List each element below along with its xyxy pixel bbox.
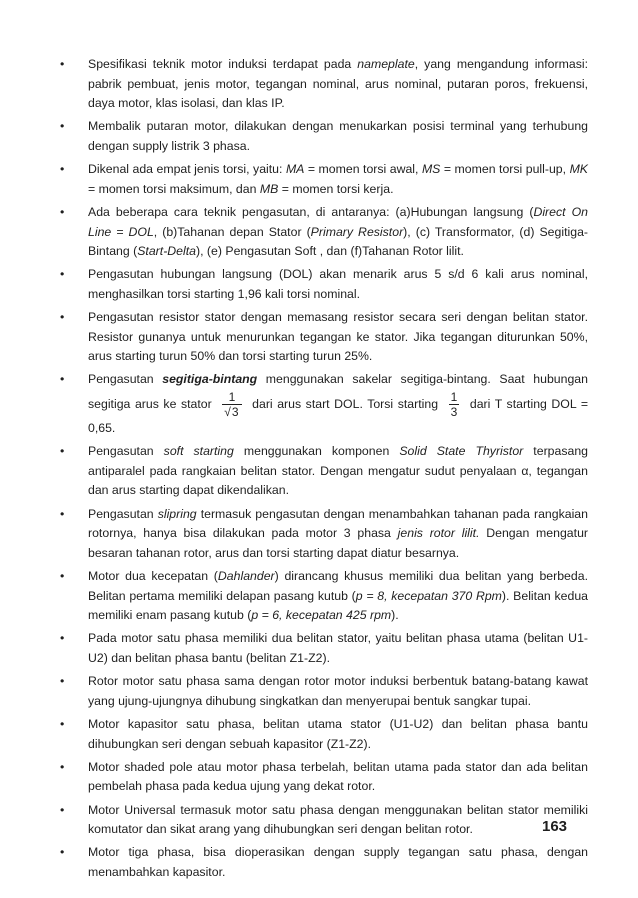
square-root-sign: √3: [224, 405, 239, 420]
fraction-numerator: 1: [450, 390, 458, 405]
text-run: = momen torsi kerja.: [278, 181, 394, 196]
text-run: Motor shaded pole atau motor phasa terbelah, belitan utama pada stator dan ada belitan pembelah phasa pada kedua ujung yang dekat rotor.: [88, 759, 588, 794]
text-run: = momen torsi pull-up,: [440, 162, 570, 177]
text-run: Pengasutan resistor stator dengan memasang resistor secara seri dengan belitan stator. Resistor gunanya untuk menurunkan tegangan ke stator. Jika tegangan diturunkan 50%, arus starting turun 50% dan torsi starting turun 25%.: [88, 310, 588, 364]
bullet-mark: •: [60, 372, 65, 387]
text-run: menggunakan sakelar segitiga-bintang. Saat hubungan segitiga arus ke stator: [88, 372, 588, 411]
summary-item: [56, 629, 588, 668]
summary-item: [56, 442, 588, 501]
text-run: Direct On Line = DOL: [88, 204, 588, 239]
text-run: Spesifikasi teknik motor induksi terdapat pada: [88, 57, 358, 71]
summary-item: [56, 203, 588, 262]
summary-item: [56, 265, 588, 304]
text-run: dari T starting DOL = 0,65.: [88, 396, 588, 436]
summary-item: [56, 843, 588, 882]
text-run: MB: [259, 181, 279, 196]
text-run: Dengan mengatur besaran tahanan rotor, arus dan torsi starting dapat diatur besarnya.: [88, 526, 589, 560]
text-run: slipring: [157, 506, 197, 521]
text-run: Membalik putaran motor, dilakukan dengan menukarkan posisi terminal yang terhubung dengan supply listrik 3 phasa.: [88, 119, 588, 153]
text-run: MK: [569, 162, 589, 177]
bullet-mark: •: [60, 119, 65, 134]
text-run: Rotor motor satu phasa sama dengan rotor motor induksi berbentuk batang-batang kawat yang ujung-ujungnya dihubung singkatkan dan menyerupai bentuk sangkar tupai.: [88, 674, 588, 708]
text-run: ).: [391, 608, 399, 623]
summary-item: [56, 505, 588, 564]
summary-item: [56, 567, 588, 626]
summary-item: [56, 715, 588, 754]
text-run: Solid State Thyristor: [399, 444, 524, 459]
summary-item: [56, 117, 588, 156]
bullet-mark: •: [60, 631, 65, 646]
text-run: segitiga-bintang: [162, 372, 258, 387]
summary-item: [56, 160, 588, 199]
text-run: termasuk pengasutan dengan menambahkan tahanan pada rangkaian rotornya, hanya bisa dilakukan pada motor 3 phasa: [88, 506, 588, 541]
text-run: MA: [285, 162, 305, 177]
text-run: Motor Universal termasuk motor satu phasa dengan menggunakan belitan stator memiliki komutator dan sikat arang yang dihubungkan seri dengan belitan rotor.: [88, 802, 588, 837]
bullet-mark: •: [60, 802, 65, 817]
text-run: Pengasutan hubungan langsung (DOL) akan menarik arus 5 s/d 6 kali arus nominal, menghasilkan torsi starting 1,96 kali torsi nominal.: [88, 267, 588, 301]
text-run: ). Belitan kedua memiliki enam pasang kutub (: [88, 588, 588, 623]
text-run: ), (c) Transformator, (d) Segitiga-Bintang (: [88, 224, 589, 259]
text-run: Dikenal ada empat jenis torsi, yaitu:: [88, 162, 286, 177]
bullet-mark: •: [60, 506, 65, 521]
bullet-mark: •: [60, 674, 65, 689]
summary-item: [56, 55, 588, 114]
text-run: = momen torsi awal,: [304, 162, 422, 177]
text-run: jenis rotor lilit.: [397, 526, 480, 541]
text-run: nameplate: [357, 57, 415, 71]
radicand: 3: [231, 405, 239, 420]
summary-item: [56, 672, 588, 711]
text-run: Pengasutan: [88, 506, 158, 521]
summary-item: [56, 308, 588, 367]
bullet-mark: •: [60, 267, 65, 282]
bullet-mark: •: [60, 444, 65, 459]
bullet-mark: •: [60, 569, 65, 583]
text-run: Motor tiga phasa, bisa dioperasikan dengan supply tegangan satu phasa, dengan menambahkan kapasitor.: [88, 845, 588, 879]
fraction-numerator: 1: [228, 390, 236, 405]
text-run: MS: [421, 162, 441, 177]
fraction-denominator: 3: [450, 405, 458, 420]
text-run: Dahlander: [217, 569, 275, 583]
page-number: 163: [542, 818, 568, 835]
text-run: terpasang antiparalel pada rangkaian belitan stator. Dengan mengatur sudut penyalaan α, tegangan dan arus starting dapat dikendalikan.: [88, 444, 589, 498]
summary-item: [56, 801, 588, 840]
text-run: = momen torsi maksimum, dan: [88, 181, 260, 196]
text-run: ), (e) Pengasutan Soft , dan (f)Tahanan Rotor lilit.: [196, 244, 464, 259]
bullet-mark: •: [60, 759, 65, 774]
text-run: p = 6, kecepatan 425 rpm: [251, 608, 392, 623]
summary-item: [56, 370, 588, 438]
text-run: Pada motor satu phasa memiliki dua belitan stator, yaitu belitan phasa utama (belitan U1-U2) dan belitan phasa bantu (belitan Z1-Z2).: [88, 631, 588, 665]
bullet-mark: •: [60, 162, 65, 177]
text-run: , yang mengandung informasi: pabrik pembuat, jenis motor, tegangan nominal, arus nominal, putaran poros, frekuensi, daya motor, klas isolasi, dan klas IP.: [88, 57, 588, 111]
fraction-denominator: [222, 404, 241, 419]
text-run: Start-Delta: [137, 244, 196, 259]
fraction-one-over-root-three: [222, 390, 241, 419]
summary-item: [56, 758, 588, 797]
text-run: ) dirancang khusus memiliki dua belitan yang berbeda. Belitan pertama memiliki delapan pasang kutub (: [88, 569, 588, 603]
text-run: Motor kapasitor satu phasa, belitan utama stator (U1-U2) dan belitan phasa bantu dihubungkan seri dengan sebuah kapasitor (Z1-Z2).: [88, 716, 588, 751]
text-run: dari arus start DOL. Torsi starting: [247, 396, 443, 411]
bullet-mark: •: [60, 204, 65, 219]
fraction-one-third: [449, 390, 460, 419]
text-run: menggunakan komponen: [233, 444, 400, 459]
bullet-mark: •: [60, 310, 65, 325]
bullet-mark: •: [60, 57, 65, 71]
text-run: Pengasutan: [88, 444, 164, 459]
text-run: soft starting: [163, 444, 234, 459]
text-run: Pengasutan: [88, 372, 163, 387]
text-run: p = 8, kecepatan 370 Rpm: [355, 588, 502, 603]
text-run: Ada beberapa cara teknik pengasutan, di antaranya: (a)Hubungan langsung (: [88, 204, 534, 219]
text-run: , (b)Tahanan depan Stator (: [153, 224, 311, 239]
summary-bullet-list: [56, 55, 588, 886]
bullet-mark: •: [60, 716, 65, 731]
bullet-mark: •: [60, 845, 65, 860]
text-run: Motor dua kecepatan (: [88, 569, 218, 583]
text-run: Primary Resistor: [310, 224, 404, 239]
